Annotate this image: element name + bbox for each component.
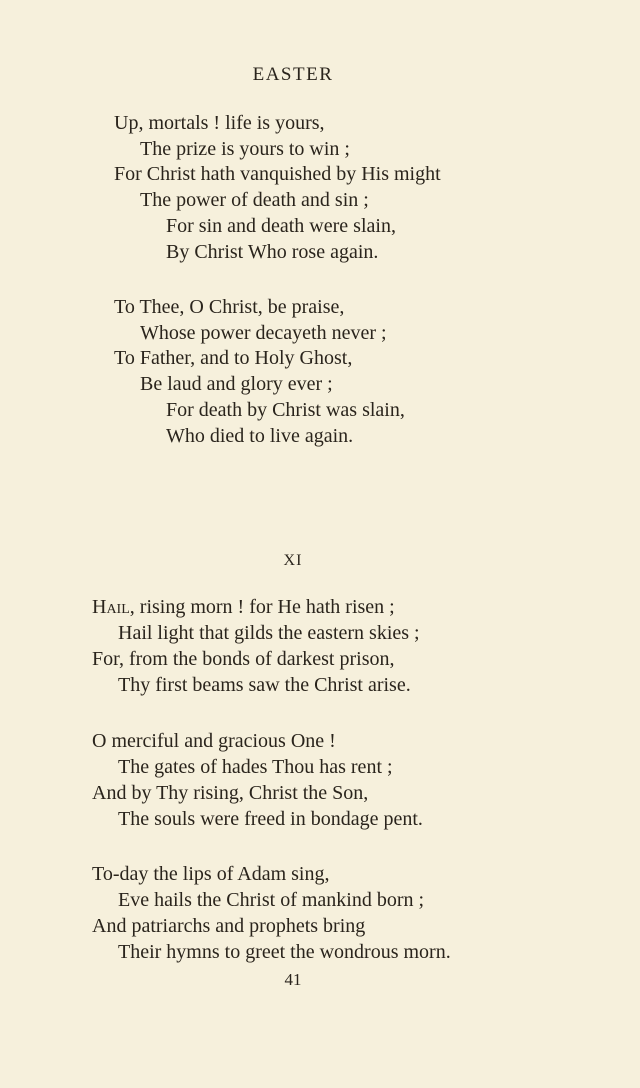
verse-line: For sin and death were slain, [166,215,396,237]
verse-line: To Father, and to Holy Ghost, [114,347,353,369]
verse-line: Eve hails the Christ of mankind born ; [118,889,425,911]
verse-line-first [92,594,395,620]
verse-line: For, from the bonds of darkest prison, [92,648,395,670]
verse-line: And by Thy rising, Christ the Son, [92,782,369,804]
verse-line: Whose power decayeth never ; [140,322,387,344]
verse-line: The gates of hades Thou has rent ; [118,756,393,778]
verse-line: To Thee, O Christ, be praise, [114,296,345,318]
verse-line: Be laud and glory ever ; [140,373,333,395]
initial-word: Hail, [92,596,135,618]
verse-line: Their hymns to greet the wondrous morn. [118,941,451,963]
verse-line: The souls were freed in bondage pent. [118,808,423,830]
hymn-number: XI [283,552,303,569]
verse-line: Hail light that gilds the eastern skies ; [118,622,420,644]
verse-line: By Christ Who rose again. [166,241,379,263]
verse-line: For Christ hath vanquished by His might [114,163,441,185]
running-head: EASTER [252,64,334,85]
verse-line: The power of death and sin ; [140,189,369,211]
first-line-rest: rising morn ! for He hath risen ; [134,596,395,618]
page-number: 41 [284,970,302,989]
verse-line: Thy first beams saw the Christ arise. [118,674,411,696]
verse-line: Up, mortals ! life is yours, [114,112,325,134]
verse-line: The prize is yours to win ; [140,138,350,160]
verse-line: And patriarchs and prophets bring [92,915,366,937]
verse-line: To-day the lips of Adam sing, [92,863,330,885]
verse-line: O merciful and gracious One ! [92,730,336,752]
verse-line: Who died to live again. [166,425,354,447]
verse-line: For death by Christ was slain, [166,399,405,421]
